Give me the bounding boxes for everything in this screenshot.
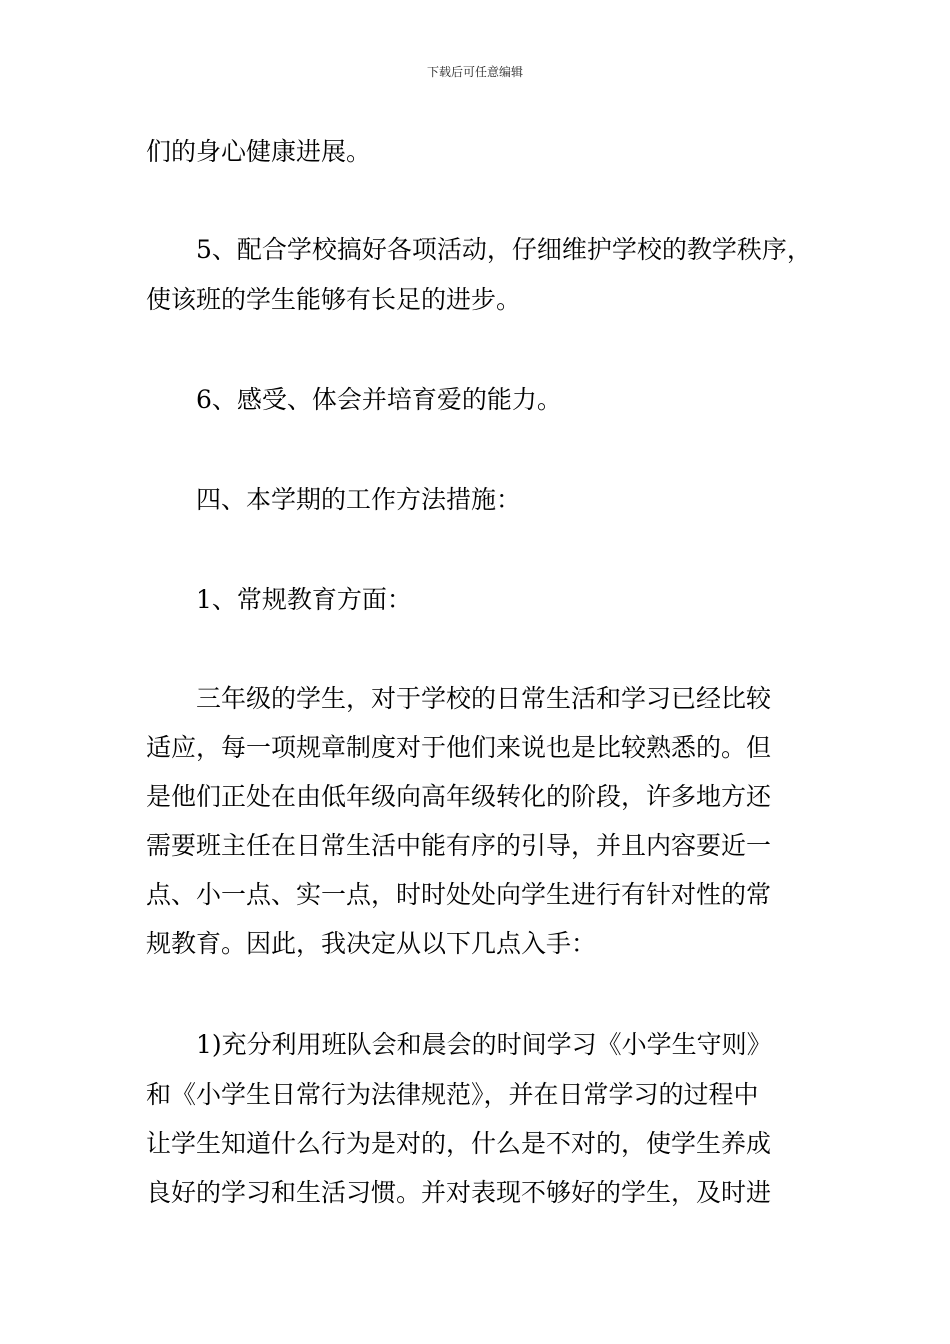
text-line: 是他们正处在由低年级向高年级转化的阶段，许多地方还 bbox=[146, 782, 772, 811]
text-line: 点、小一点、实一点，时时处处向学生进行有针对性的常 bbox=[146, 880, 772, 909]
page-header: 下载后可任意编辑 bbox=[426, 65, 523, 79]
subsection-heading: 1、常规教育方面： bbox=[196, 585, 412, 614]
text-line: 适应，每一项规章制度对于他们来说也是比较熟悉的。但 bbox=[146, 733, 772, 762]
text-line: 6、感受、体会并培育爱的能力。 bbox=[196, 385, 562, 414]
text-line: 三年级的学生，对于学校的日常生活和学习已经比较 bbox=[196, 684, 772, 713]
text-line: 1)充分利用班队会和晨会的时间学习《小学生守则》 bbox=[196, 1030, 772, 1059]
text-line: 让学生知道什么行为是对的，什么是不对的，使学生养成 bbox=[146, 1129, 772, 1158]
text-line: 良好的学习和生活习惯。并对表现不够好的学生，及时进 bbox=[146, 1178, 772, 1207]
section-heading: 四、本学期的工作方法措施： bbox=[196, 485, 522, 514]
text-line: 5、配合学校搞好各项活动，仔细维护学校的教学秩序， bbox=[196, 235, 812, 264]
text-line: 和《小学生日常行为法律规范》，并在日常学习的过程中 bbox=[146, 1080, 759, 1109]
text-line: 需要班主任在日常生活中能有序的引导，并且内容要近一 bbox=[146, 831, 772, 860]
text-line: 规教育。因此，我决定从以下几点入手： bbox=[146, 929, 597, 958]
text-line: 们的身心健康进展。 bbox=[146, 137, 372, 166]
text-line: 使该班的学生能够有长足的进步。 bbox=[146, 285, 522, 314]
